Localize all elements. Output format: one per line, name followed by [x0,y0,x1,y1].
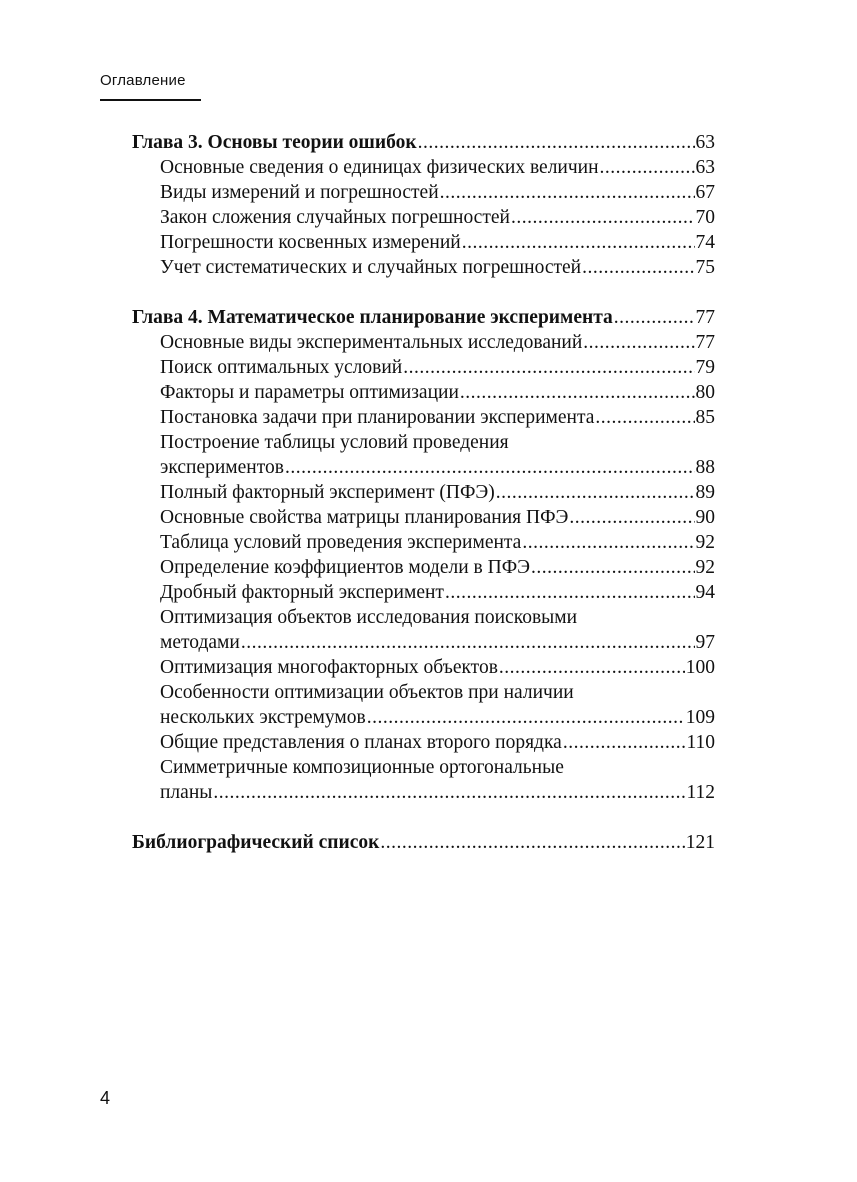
toc-entry[interactable] [132,255,715,280]
dot-leader [241,630,695,655]
toc-entry-page: 109 [685,707,715,728]
toc-entry-title: Виды измерений и погрешностей [160,182,439,203]
toc-entry-page: 92 [695,557,715,578]
dot-leader [511,205,695,230]
toc-entry-title: Определение коэффициентов модели в ПФЭ [160,557,530,578]
toc-entry-page: 121 [685,832,715,853]
toc-entry-title: Дробный факторный эксперимент [160,582,444,603]
dot-leader [367,705,685,730]
toc-entry-title-line1: Симметричные композиционные ортогональные [160,757,564,778]
toc-entry-title: Поиск оптимальных условий [160,357,403,378]
dot-leader [418,130,695,155]
toc-entry[interactable] [132,355,715,380]
toc-entry[interactable] [132,705,715,730]
dot-leader [499,655,685,680]
toc-entry-title-line1: Построение таблицы условий проведения [160,432,509,453]
dot-leader [531,555,695,580]
toc-entry[interactable] [132,155,715,180]
toc-entry-title: Основные виды экспериментальных исследований [160,332,583,353]
toc-entry[interactable] [132,455,715,480]
toc-entry[interactable] [132,555,715,580]
toc-entry-title: Глава 3. Основы теории ошибок [132,132,417,153]
header-rule [100,99,201,101]
toc-entry-page: 94 [695,582,715,603]
toc-entry[interactable] [132,580,715,605]
toc-entry-page: 70 [695,207,715,228]
toc-entry-title: Глава 4. Математическое планирование эксперимента [132,307,613,328]
toc-entry-title: нескольких экстремумов [160,707,366,728]
toc-entry-page: 112 [686,782,715,803]
toc-entry[interactable] [132,530,715,555]
toc-entry-page: 63 [695,157,715,178]
dot-leader [522,530,694,555]
toc-entry-title: Закон сложения случайных погрешностей [160,207,510,228]
dot-leader [583,330,694,355]
toc-entry-page: 110 [686,732,715,753]
toc-entry-title: Погрешности косвенных измерений [160,232,461,253]
toc-entry-title: Основные сведения о единицах физических величин [160,157,599,178]
page-number: 4 [100,1088,111,1108]
toc-entry-title: Постановка задачи при планировании эксперимента [160,407,595,428]
toc-entry-page: 89 [695,482,715,503]
dot-leader [460,380,695,405]
toc-entry-title: Библиографический список [132,832,380,853]
running-header: Оглавление [100,72,186,89]
toc-entry-page: 74 [695,232,715,253]
toc-bibliography[interactable] [132,830,715,855]
toc-entry-title: Полный факторный эксперимент (ПФЭ) [160,482,495,503]
toc-entry[interactable] [132,730,715,755]
toc-entry-title: экспериментов [160,457,284,478]
toc-entry-page: 88 [695,457,715,478]
toc-entry-page: 63 [695,132,715,153]
toc-entry[interactable] [132,655,715,680]
toc-entry-title-line1: Оптимизация объектов исследования поисковыми [160,607,578,628]
dot-leader [440,180,695,205]
toc-entry-title: Таблица условий проведения эксперимента [160,532,522,553]
toc-entry-title: планы [160,782,213,803]
toc-chapter-3[interactable] [132,130,715,155]
toc-entry[interactable] [132,405,715,430]
dot-leader [582,255,694,280]
toc-entry[interactable] [132,505,715,530]
dot-leader [496,480,695,505]
toc-entry-page: 77 [695,332,715,353]
dot-leader [285,455,695,480]
toc-entry-page: 80 [695,382,715,403]
toc-entry[interactable] [132,630,715,655]
toc-entry-page: 77 [695,307,715,328]
toc-entry-page: 67 [695,182,715,203]
toc-entry-page: 97 [695,632,715,653]
toc-entry[interactable] [132,380,715,405]
dot-leader [614,305,695,330]
toc-entry[interactable] [132,480,715,505]
dot-leader [445,580,695,605]
toc-entry-page: 100 [685,657,715,678]
toc-entry-page: 85 [695,407,715,428]
dot-leader [403,355,694,380]
dot-leader [462,230,695,255]
toc-entry-title: Общие представления о планах второго порядка [160,732,562,753]
table-of-contents [132,130,715,855]
dot-leader [595,405,694,430]
toc-entry-page: 75 [695,257,715,278]
dot-leader [380,830,684,855]
toc-entry-title: Основные свойства матрицы планирования ПФЭ [160,507,569,528]
toc-entry-title-line1: Особенности оптимизации объектов при наличии [160,682,574,703]
toc-entry-page: 79 [695,357,715,378]
toc-entry[interactable] [132,205,715,230]
toc-chapter-4[interactable] [132,305,715,330]
toc-entry[interactable] [132,230,715,255]
toc-entry-title: Оптимизация многофакторных объектов [160,657,498,678]
toc-entry-title: Учет систематических и случайных погрешностей [160,257,582,278]
toc-entry[interactable] [132,780,715,805]
toc-entry-page: 90 [695,507,715,528]
toc-entry-page: 92 [695,532,715,553]
toc-entry[interactable] [132,180,715,205]
dot-leader [600,155,695,180]
dot-leader [563,730,686,755]
dot-leader [213,780,685,805]
dot-leader [569,505,694,530]
toc-entry[interactable] [132,330,715,355]
toc-entry-title: методами [160,632,240,653]
toc-entry-title: Факторы и параметры оптимизации [160,382,459,403]
